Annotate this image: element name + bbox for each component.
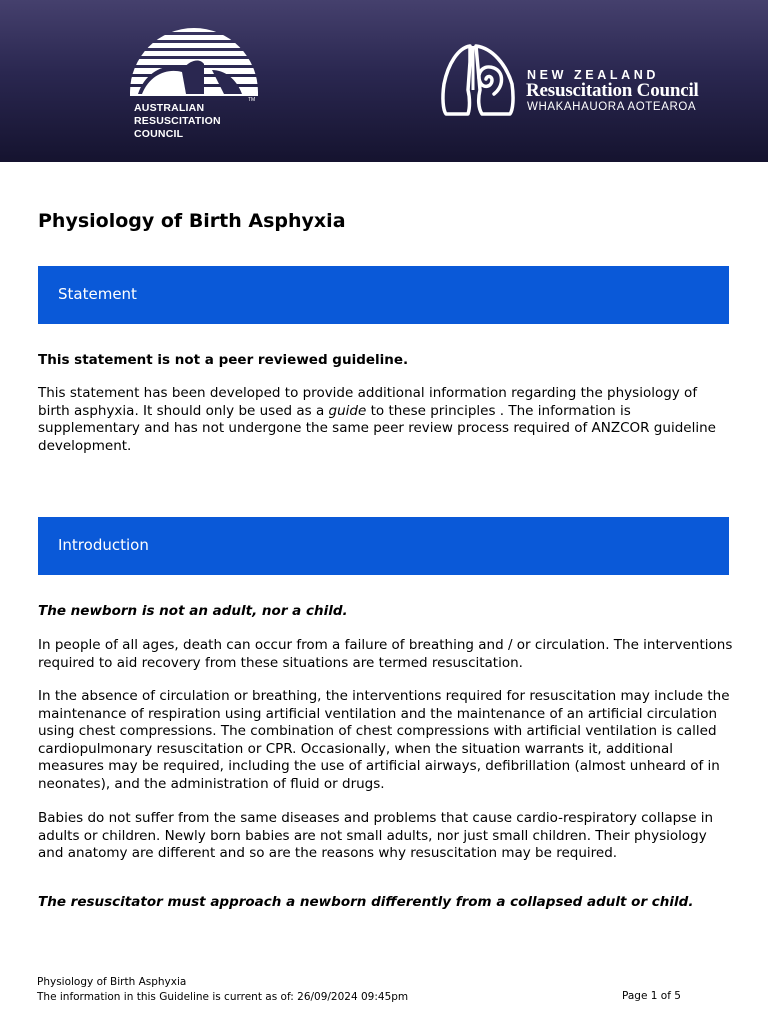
introduction-lead: The newborn is not an adult, nor a child. [38, 603, 348, 619]
introduction-closing: The resuscitator must approach a newborn differently from a collapsed adult or child. [38, 894, 694, 910]
guide-emphasis: guide [328, 402, 367, 419]
page-title: Physiology of Birth Asphyxia [38, 210, 346, 232]
footer-doc-title: Physiology of Birth Asphyxia [37, 976, 187, 988]
section-heading: Introduction [58, 536, 149, 554]
page-number: Page 1 of 5 [622, 990, 681, 1002]
introduction-paragraph: In the absence of circulation or breathing, the interventions required for resuscitation may include the maintenance of respiration using artificial ventilation and the maintenance of an artificial circulation using chest compressions. The combination of chest compressions with artificial ventilation is called cardiopulmonary resuscitation or CPR. Occasionally, when the situation warrants it, additional measures may be required, including the use of artificial airways, defibrillation (almost unheard of in neonates), and the administration of fluid or drugs. [38, 688, 730, 792]
arc-tm: TM [248, 97, 256, 103]
section-header-introduction [38, 517, 729, 575]
introduction-paragraph: Babies do not suffer from the same diseases and problems that cause cardio-respiratory collapse in adults or children. Newly born babies are not small adults, nor just small children. Their physiology and anatomy are different and so are the reasons why resuscitation may be required. [38, 810, 714, 862]
statement-text-part: to these principles . The information is supplementary and has not undergone the same peer review process required of ANZCOR guideline development. [38, 402, 716, 454]
section-header-statement [38, 266, 729, 324]
footer-currency-note: The information in this Guideline is current as of: 26/09/2024 09:45pm [37, 991, 409, 1003]
nzrc-logo-maori-name: WHAKAHAUORA AOTEAROA [527, 101, 697, 113]
statement-lead: This statement is not a peer reviewed guideline. [38, 352, 409, 368]
introduction-paragraph: In people of all ages, death can occur from a failure of breathing and / or circulation. The interventions required to aid recovery from these situations are termed resuscitation. [38, 637, 733, 671]
arc-logo-line: RESUSCITATION [134, 115, 221, 127]
arc-logo-line: AUSTRALIAN [134, 102, 205, 114]
statement-text-part: This statement has been developed to provide additional information regarding the physiology of birth asphyxia. It should only be used as a [38, 385, 698, 419]
page-header [0, 0, 768, 162]
arc-logo-line: COUNCIL [134, 128, 184, 140]
nzrc-lungs-icon [440, 42, 520, 118]
nzrc-logo-name: Resuscitation Council [526, 80, 699, 101]
page-footer [37, 975, 408, 1005]
nzrc-logo-country: NEW ZEALAND [527, 68, 659, 82]
statement-paragraph [38, 385, 733, 455]
arc-logo-text [134, 102, 221, 141]
section-heading: Statement [58, 285, 137, 303]
